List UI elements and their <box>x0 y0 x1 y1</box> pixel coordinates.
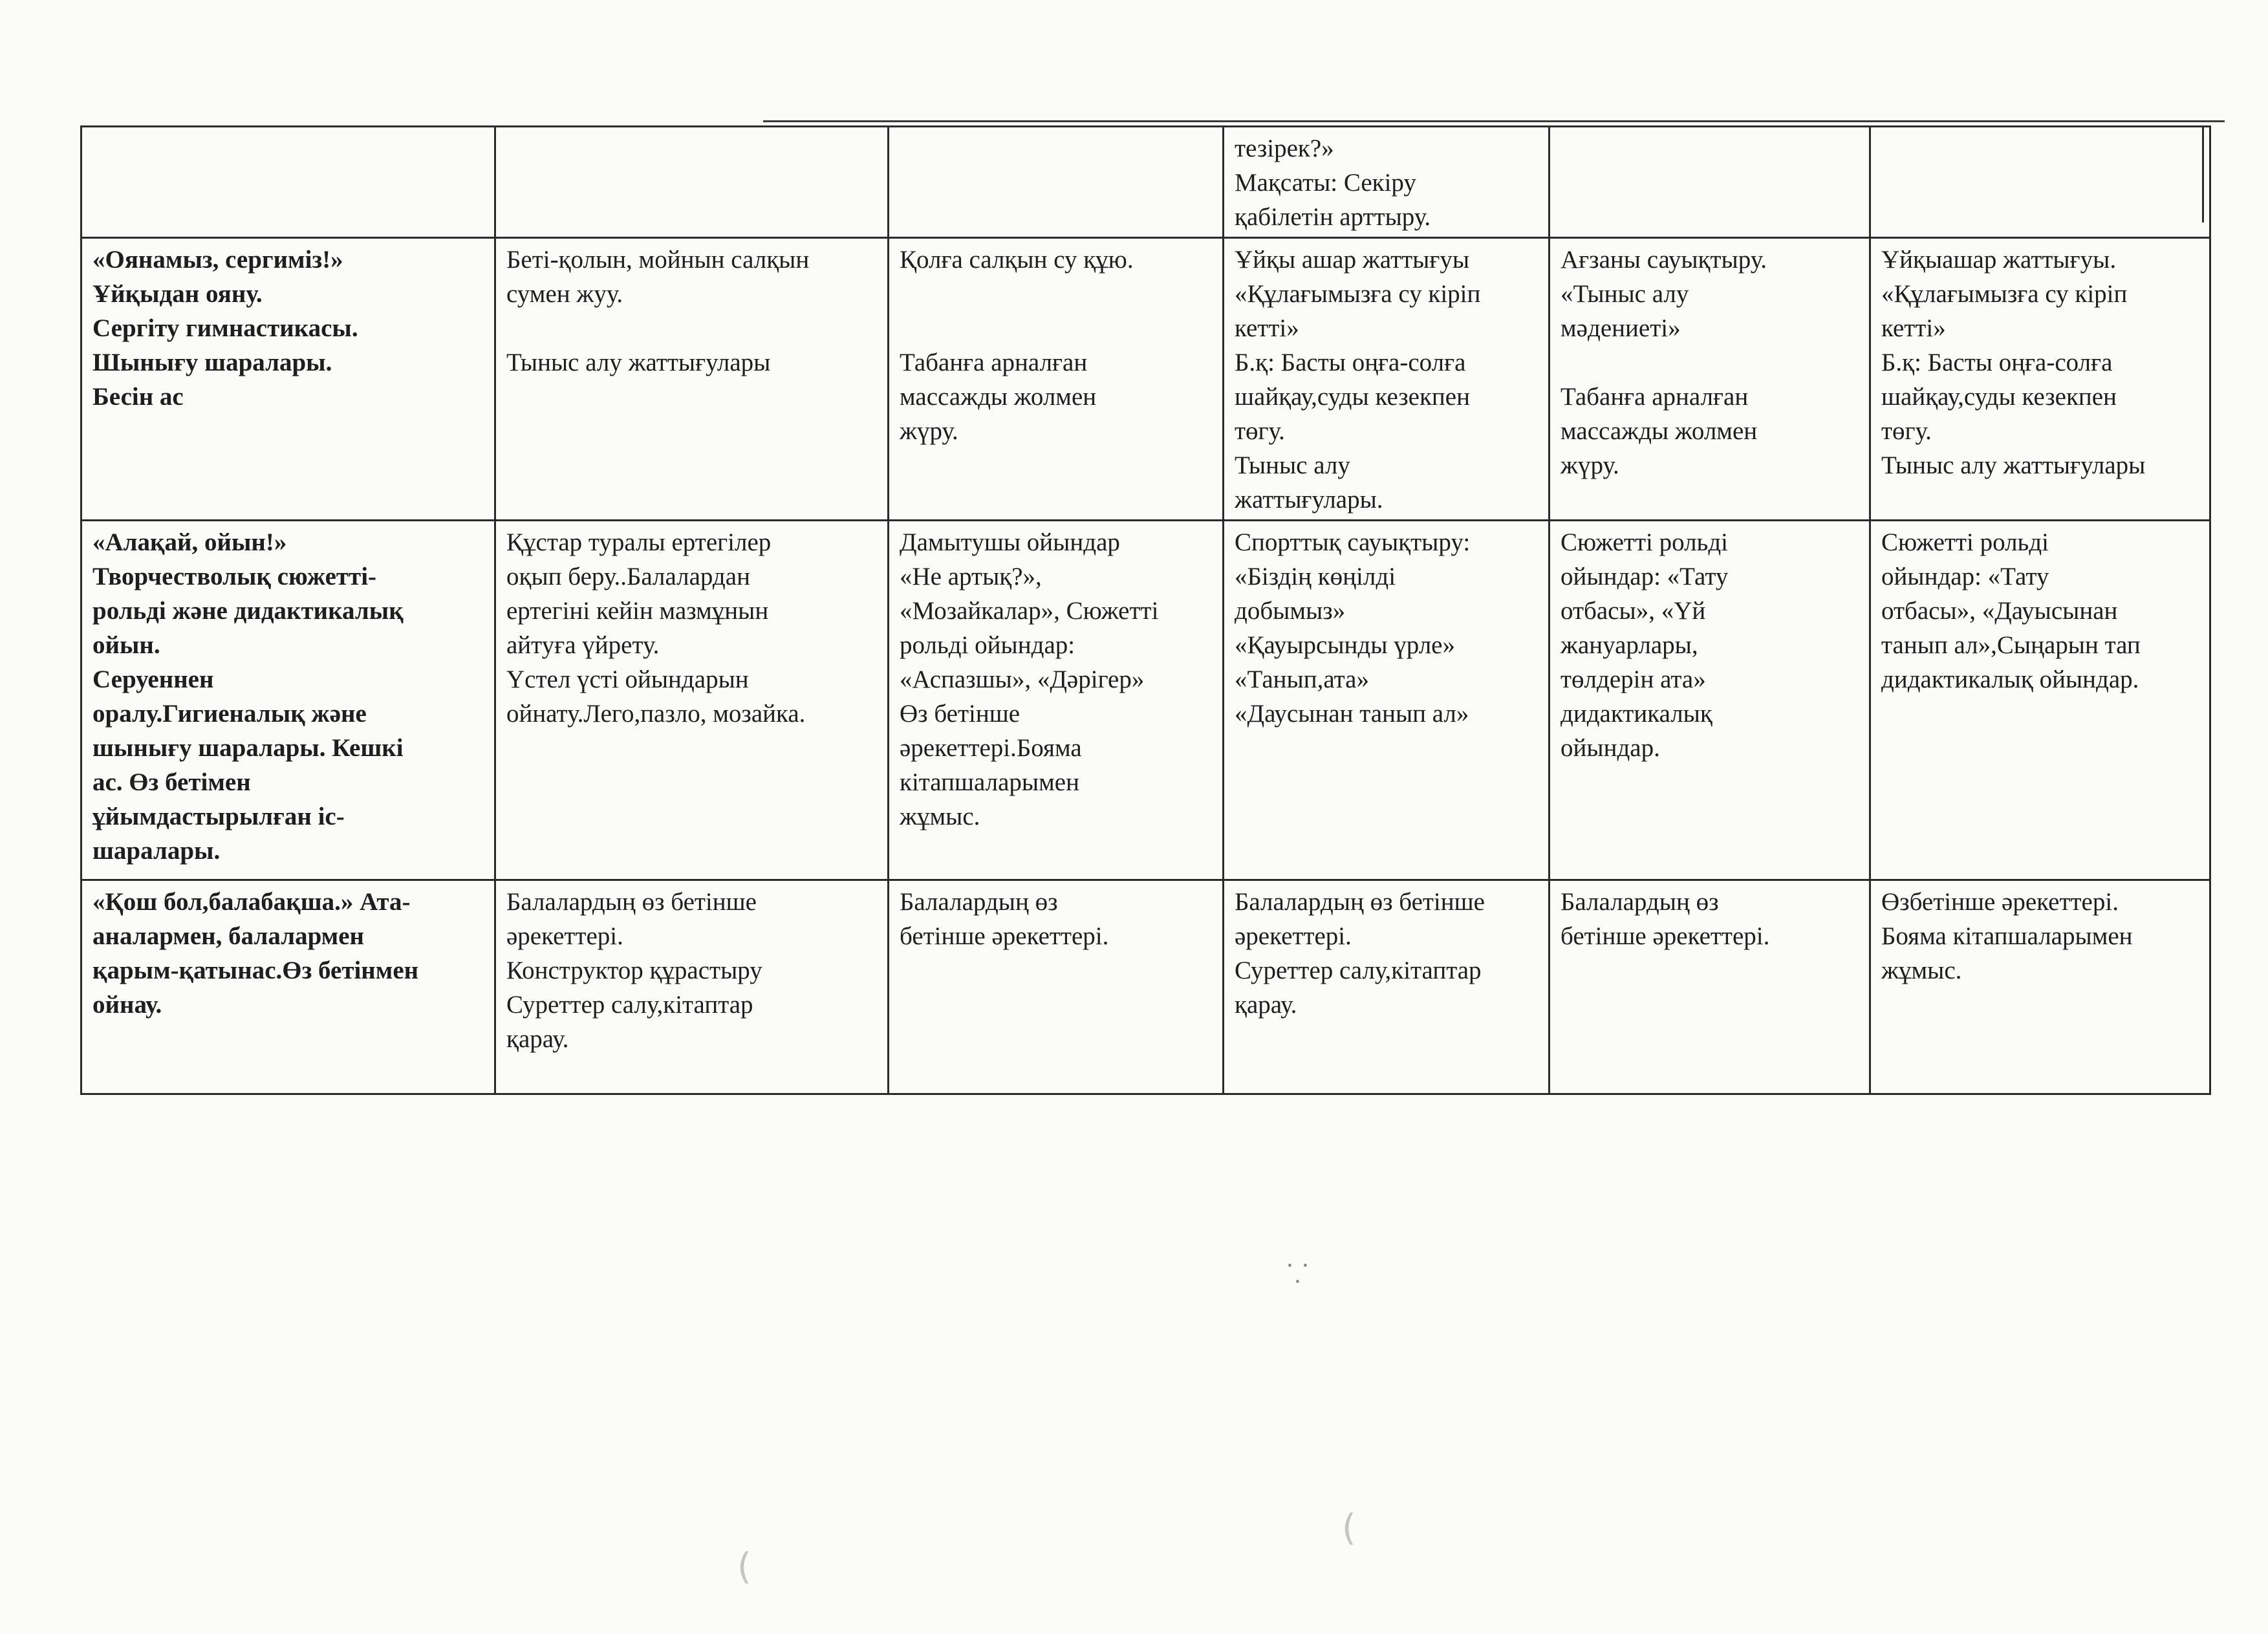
table-cell <box>1224 127 1550 238</box>
cell-line: Тыныс алу жаттығулары <box>1881 451 2146 479</box>
cell-line: Үстел үсті ойындарын <box>506 666 749 693</box>
cell-line: ойындар: «Тату <box>1561 563 1729 590</box>
cell-line: Мақсаты: Секіру <box>1235 169 1416 197</box>
cell-line: жұмыс. <box>900 803 980 830</box>
scan-speck: ⸪ <box>1287 1259 1308 1289</box>
table-row <box>81 238 2210 521</box>
cell-line <box>900 311 1212 345</box>
cell-line: «Қауырсынды үрле» <box>1235 631 1455 659</box>
cell-line: шайқау,суды кезекпен <box>1881 383 2117 411</box>
cell-line: ойын. <box>92 631 160 659</box>
table-row <box>81 127 2210 238</box>
cell-line: Өз бетінше <box>900 700 1021 728</box>
table-cell <box>889 127 1224 238</box>
cell-line: Ұйқыдан ояну. <box>92 280 263 308</box>
cell-line: Балалардың өз <box>900 888 1058 916</box>
cell-line: кітапшаларымен <box>900 768 1079 796</box>
activity-name-cell <box>81 127 495 238</box>
cell-line: Өзбетінше әрекеттері. <box>1881 888 2119 916</box>
cell-line: дидактикалық <box>1561 700 1712 728</box>
cell-line <box>506 311 877 345</box>
cell-line: Суреттер салу,кітаптар <box>1235 957 1482 984</box>
cell-line: Балалардың өз бетінше <box>506 888 757 916</box>
table-cell <box>1870 127 2210 238</box>
cell-line: аналармен, балалармен <box>92 922 365 950</box>
table-cell <box>889 521 1224 880</box>
cell-line: әрекеттері.Бояма <box>900 734 1082 762</box>
cell-line: сумен жуу. <box>506 280 623 308</box>
cell-line: массажды жолмен <box>1561 417 1758 445</box>
cell-line: Құстар туралы ертегілер <box>506 528 772 556</box>
cell-line: Б.қ: Басты оңға-солға <box>1235 349 1466 376</box>
cell-line: жұмыс. <box>1881 957 1962 984</box>
cell-line: жүру. <box>1561 451 1619 479</box>
cell-line: Шынығу шаралары. <box>92 349 332 376</box>
table-cell <box>495 127 889 238</box>
cell-line: оралу.Гигиеналық және <box>92 700 367 728</box>
cell-line: Бесін ас <box>92 383 184 411</box>
cell-line: әрекеттері. <box>506 922 623 950</box>
cell-line <box>1561 345 1859 380</box>
cell-line: ойнау. <box>92 991 162 1019</box>
cell-line: рольді ойындар: <box>900 631 1075 659</box>
schedule-table <box>80 125 2211 1095</box>
cell-line: жүру. <box>900 417 958 445</box>
cell-line: шынығу шаралары. Кешкі <box>92 734 404 762</box>
table-cell <box>889 238 1224 521</box>
cell-line: отбасы», «Дауысынан <box>1881 597 2118 625</box>
scan-speck: ( <box>737 1546 751 1588</box>
cell-line: мәдениеті» <box>1561 314 1681 342</box>
cell-line: Сюжетті рольді <box>1561 528 1729 556</box>
cell-line: Дамытушы ойындар <box>900 528 1120 556</box>
table-cell <box>1224 880 1550 1094</box>
activity-name-cell <box>81 880 495 1094</box>
cell-line: Спорттық сауықтыру: <box>1235 528 1471 556</box>
cell-line: дидактикалық ойындар. <box>1881 666 2139 693</box>
cell-line: төлдерін ата» <box>1561 666 1706 693</box>
cell-line: қарау. <box>506 1025 569 1053</box>
cell-line: «Қош бол,балабақша.» Ата- <box>92 888 411 916</box>
cell-line: Б.қ: Басты оңға-солға <box>1881 349 2113 376</box>
cell-line: жануарлары, <box>1561 631 1698 659</box>
cell-line: танып ал»,Сыңарын тап <box>1881 631 2141 659</box>
cell-line: ойнату.Лего,пазло, мозайка. <box>506 700 806 728</box>
cell-line: Ұйқыашар жаттығуы. <box>1881 246 2117 274</box>
cell-line: оқып беру..Балалардан <box>506 563 750 590</box>
cell-line: ас. Өз бетімен <box>92 768 251 796</box>
cell-line: Бояма кітапшаларымен <box>1881 922 2133 950</box>
table-cell <box>1224 238 1550 521</box>
cell-line: «Мозайкалар», Сюжетті <box>900 597 1159 625</box>
cell-line: шаралары. <box>92 837 221 865</box>
cell-line: массажды жолмен <box>900 383 1097 411</box>
table-cell <box>1870 238 2210 521</box>
cell-line: қарым-қатынас.Өз бетінмен <box>92 957 419 984</box>
cell-line: «Аспазшы», «Дәрігер» <box>900 666 1145 693</box>
cell-line: Ағзаны сауықтыру. <box>1561 246 1767 274</box>
cell-line: бетінше әрекеттері. <box>1561 922 1770 950</box>
cell-line: отбасы», «Үй <box>1561 597 1706 625</box>
cell-line: кетті» <box>1881 314 1946 342</box>
table-row <box>81 880 2210 1094</box>
table-cell <box>1550 880 1870 1094</box>
cell-line: Конструктор құрастыру <box>506 957 762 984</box>
cell-line: Суреттер салу,кітаптар <box>506 991 753 1019</box>
table-cell <box>1870 521 2210 880</box>
cell-line: «Құлағымызға су кіріп <box>1881 280 2128 308</box>
cell-line: кетті» <box>1235 314 1299 342</box>
table-cell <box>889 880 1224 1094</box>
cell-line: ойындар: «Тату <box>1881 563 2049 590</box>
table-cell <box>495 521 889 880</box>
cell-line: «Танып,ата» <box>1235 666 1369 693</box>
cell-line: тезірек?» <box>1235 135 1334 162</box>
table-cell <box>1224 521 1550 880</box>
scan-speck: ( <box>1342 1507 1356 1549</box>
cell-line <box>900 277 1212 311</box>
table-cell <box>1550 521 1870 880</box>
cell-line: Балалардың өз бетінше <box>1235 888 1485 916</box>
cell-line: ұйымдастырылған іс- <box>92 803 345 830</box>
cell-line: Тыныс алу <box>1235 451 1350 479</box>
cell-line: Серуеннен <box>92 666 214 693</box>
activity-name-cell <box>81 521 495 880</box>
cell-line: шайқау,суды кезекпен <box>1235 383 1470 411</box>
table-cell <box>1550 127 1870 238</box>
cell-line: бетінше әрекеттері. <box>900 922 1109 950</box>
table-cell <box>495 880 889 1094</box>
activity-name-cell <box>81 238 495 521</box>
cell-line: ойындар. <box>1561 734 1660 762</box>
cell-line: «Оянамыз, сергиміз!» <box>92 246 343 274</box>
cell-line: әрекеттері. <box>1235 922 1352 950</box>
cell-line: Тыныс алу жаттығулары <box>506 349 771 376</box>
cell-line: Сюжетті рольді <box>1881 528 2049 556</box>
table-cell <box>1550 238 1870 521</box>
cell-line: «Алақай, ойын!» <box>92 528 287 556</box>
table-cell <box>1870 880 2210 1094</box>
cell-line: айтуға үйрету. <box>506 631 660 659</box>
cell-line: «Біздің көңілді <box>1235 563 1396 590</box>
cell-line: қарау. <box>1235 991 1297 1019</box>
cell-line: Қолға салқын су құю. <box>900 246 1134 274</box>
table-edge-mark <box>2202 125 2204 222</box>
table-cell <box>495 238 889 521</box>
scan-top-rule <box>763 120 2225 122</box>
cell-line: төгу. <box>1235 417 1285 445</box>
cell-line: «Құлағымызға су кіріп <box>1235 280 1481 308</box>
cell-line: Табанға арналған <box>900 349 1088 376</box>
cell-line: «Не артық?», <box>900 563 1042 590</box>
cell-line: добымыз» <box>1235 597 1346 625</box>
cell-line: жаттығулары. <box>1235 486 1383 514</box>
table-row <box>81 521 2210 880</box>
cell-line: «Даусынан танып ал» <box>1235 700 1469 728</box>
cell-line: Беті-қолын, мойнын салқын <box>506 246 810 274</box>
cell-line: Сергіту гимнастикасы. <box>92 314 358 342</box>
cell-line: «Тыныс алу <box>1561 280 1689 308</box>
cell-line: Творчестволық сюжетті- <box>92 563 377 590</box>
cell-line: рольді және дидактикалық <box>92 597 404 625</box>
cell-line: төгу. <box>1881 417 1932 445</box>
cell-line: Табанға арналған <box>1561 383 1749 411</box>
cell-line: Ұйқы ашар жаттығуы <box>1235 246 1470 274</box>
cell-line: Балалардың өз <box>1561 888 1719 916</box>
cell-line: ертегіні кейін мазмұнын <box>506 597 769 625</box>
cell-line: қабілетін арттыру. <box>1235 203 1431 231</box>
